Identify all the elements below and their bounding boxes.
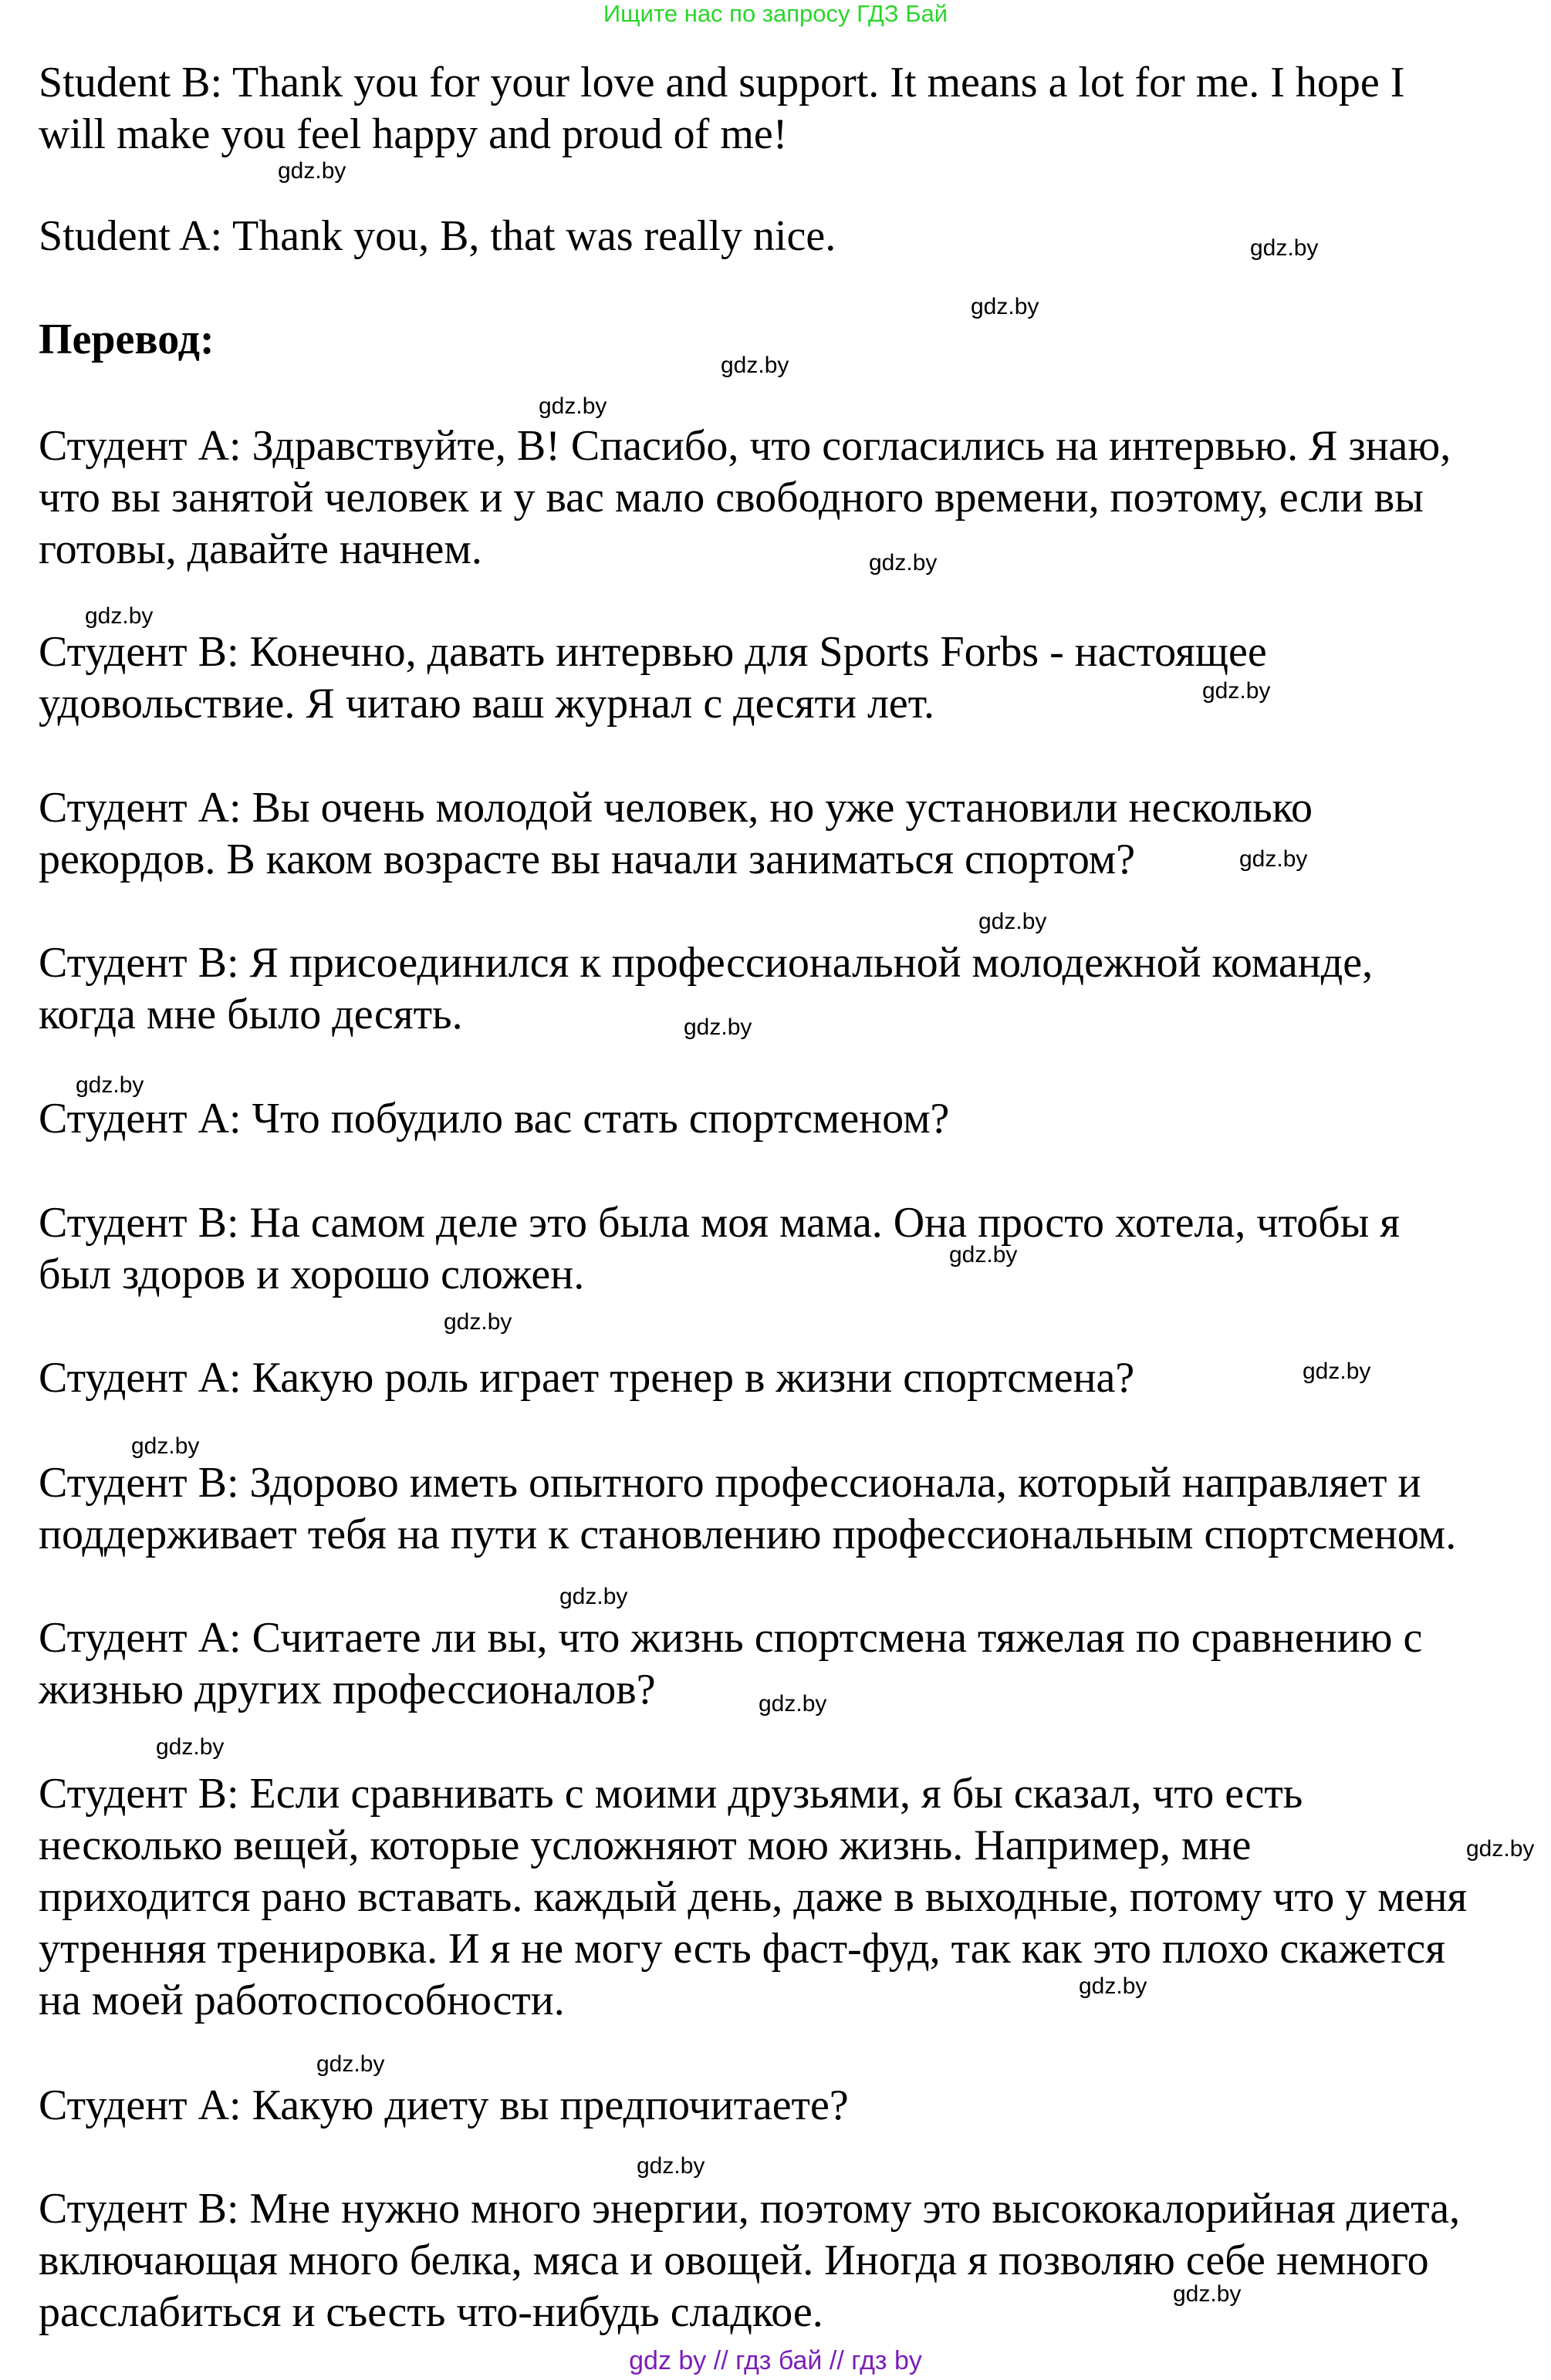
dialogue-line: Студент А: Какую диету вы предпочитаете?: [39, 2081, 849, 2129]
dialogue-line: Студент В: Если сравнивать с моими друзьями, я бы сказал, что есть несколько вещей, которые усложняют мою жизнь. Например, мне приходится рано вставать. каждый день, даже в выходные, потому что у меня утренняя тренировка. И я не могу есть фаст-фуд, так как это плохо скажется на моей работоспособности.: [39, 1770, 1468, 2024]
translation-heading: Перевод:: [39, 316, 215, 363]
watermark: gdz.by: [684, 1014, 752, 1040]
watermark: gdz.by: [721, 353, 789, 378]
dialogue-line: Студент А: Вы очень молодой человек, но уже установили несколько рекордов. В каком возрасте вы начали заниматься спортом?: [39, 784, 1313, 883]
watermark: gdz.by: [1466, 1836, 1535, 1862]
watermark: gdz.by: [869, 550, 938, 576]
watermark: gdz.by: [949, 1242, 1018, 1268]
watermark: gdz.by: [971, 294, 1039, 319]
watermark: gdz.by: [1173, 2281, 1242, 2307]
dialogue-line: Студент В: Конечно, давать интервью для Sports Forbs - настоящее удовольствие. Я читаю ваш журнал с десяти лет.: [39, 628, 1267, 728]
dialogue-line: Student A: Thank you, B, that was really nice.: [39, 212, 836, 260]
watermark: gdz.by: [444, 1309, 512, 1335]
watermark: gdz.by: [76, 1072, 144, 1098]
watermark: gdz.by: [978, 909, 1047, 934]
watermark: gdz.by: [316, 2051, 385, 2077]
watermark: gdz.by: [1303, 1359, 1371, 1384]
dialogue-line: Студент А: Считаете ли вы, что жизнь спортсмена тяжелая по сравнению с жизнью других профессионалов?: [39, 1614, 1423, 1713]
watermark: gdz.by: [1079, 1973, 1147, 1999]
watermark: gdz.by: [278, 158, 346, 184]
footer-watermark: gdz by // гдз бай // гдз by: [629, 2346, 922, 2375]
dialogue-line: Студент В: На самом деле это была моя мама. Она просто хотела, чтобы я был здоров и хорошо сложен.: [39, 1199, 1401, 1298]
watermark: gdz.by: [131, 1433, 200, 1459]
watermark: gdz.by: [539, 393, 607, 419]
dialogue-line: Студент А: Какую роль играет тренер в жизни спортсмена?: [39, 1354, 1135, 1402]
dialogue-line: Студент А: Здравствуйте, В! Спасибо, что согласились на интервью. Я знаю, что вы занятой человек и у вас мало свободного времени, поэтому, если вы готовы, давайте начнем.: [39, 422, 1451, 573]
dialogue-line: Студент В: Я присоединился к профессиональной молодежной команде, когда мне было десять.: [39, 939, 1374, 1038]
watermark: gdz.by: [559, 1584, 628, 1609]
watermark: gdz.by: [156, 1734, 225, 1760]
watermark: gdz.by: [85, 603, 154, 629]
dialogue-line: Студент В: Здорово иметь опытного профессионала, который направляет и поддерживает тебя на пути к становлению профессиональным спортсменом.: [39, 1459, 1457, 1558]
watermark: gdz.by: [637, 2153, 705, 2179]
watermark: gdz.by: [759, 1691, 827, 1717]
watermark: gdz.by: [1202, 678, 1271, 704]
dialogue-line: Студент В: Мне нужно много энергии, поэтому это высококалорийная диета, включающая много белка, мяса и овощей. Иногда я позволяю себе немного расслабиться и съесть что-нибудь сладкое.: [39, 2185, 1461, 2336]
dialogue-line: Student B: Thank you for your love and support. It means a lot for me. I hope I will make you feel happy and proud of me!: [39, 59, 1405, 158]
watermark: gdz.by: [1239, 846, 1308, 872]
dialogue-line: Студент А: Что побудило вас стать спортсменом?: [39, 1095, 950, 1143]
search-banner: Ищите нас по запросу ГДЗ Бай: [603, 0, 948, 27]
watermark: gdz.by: [1250, 235, 1319, 261]
